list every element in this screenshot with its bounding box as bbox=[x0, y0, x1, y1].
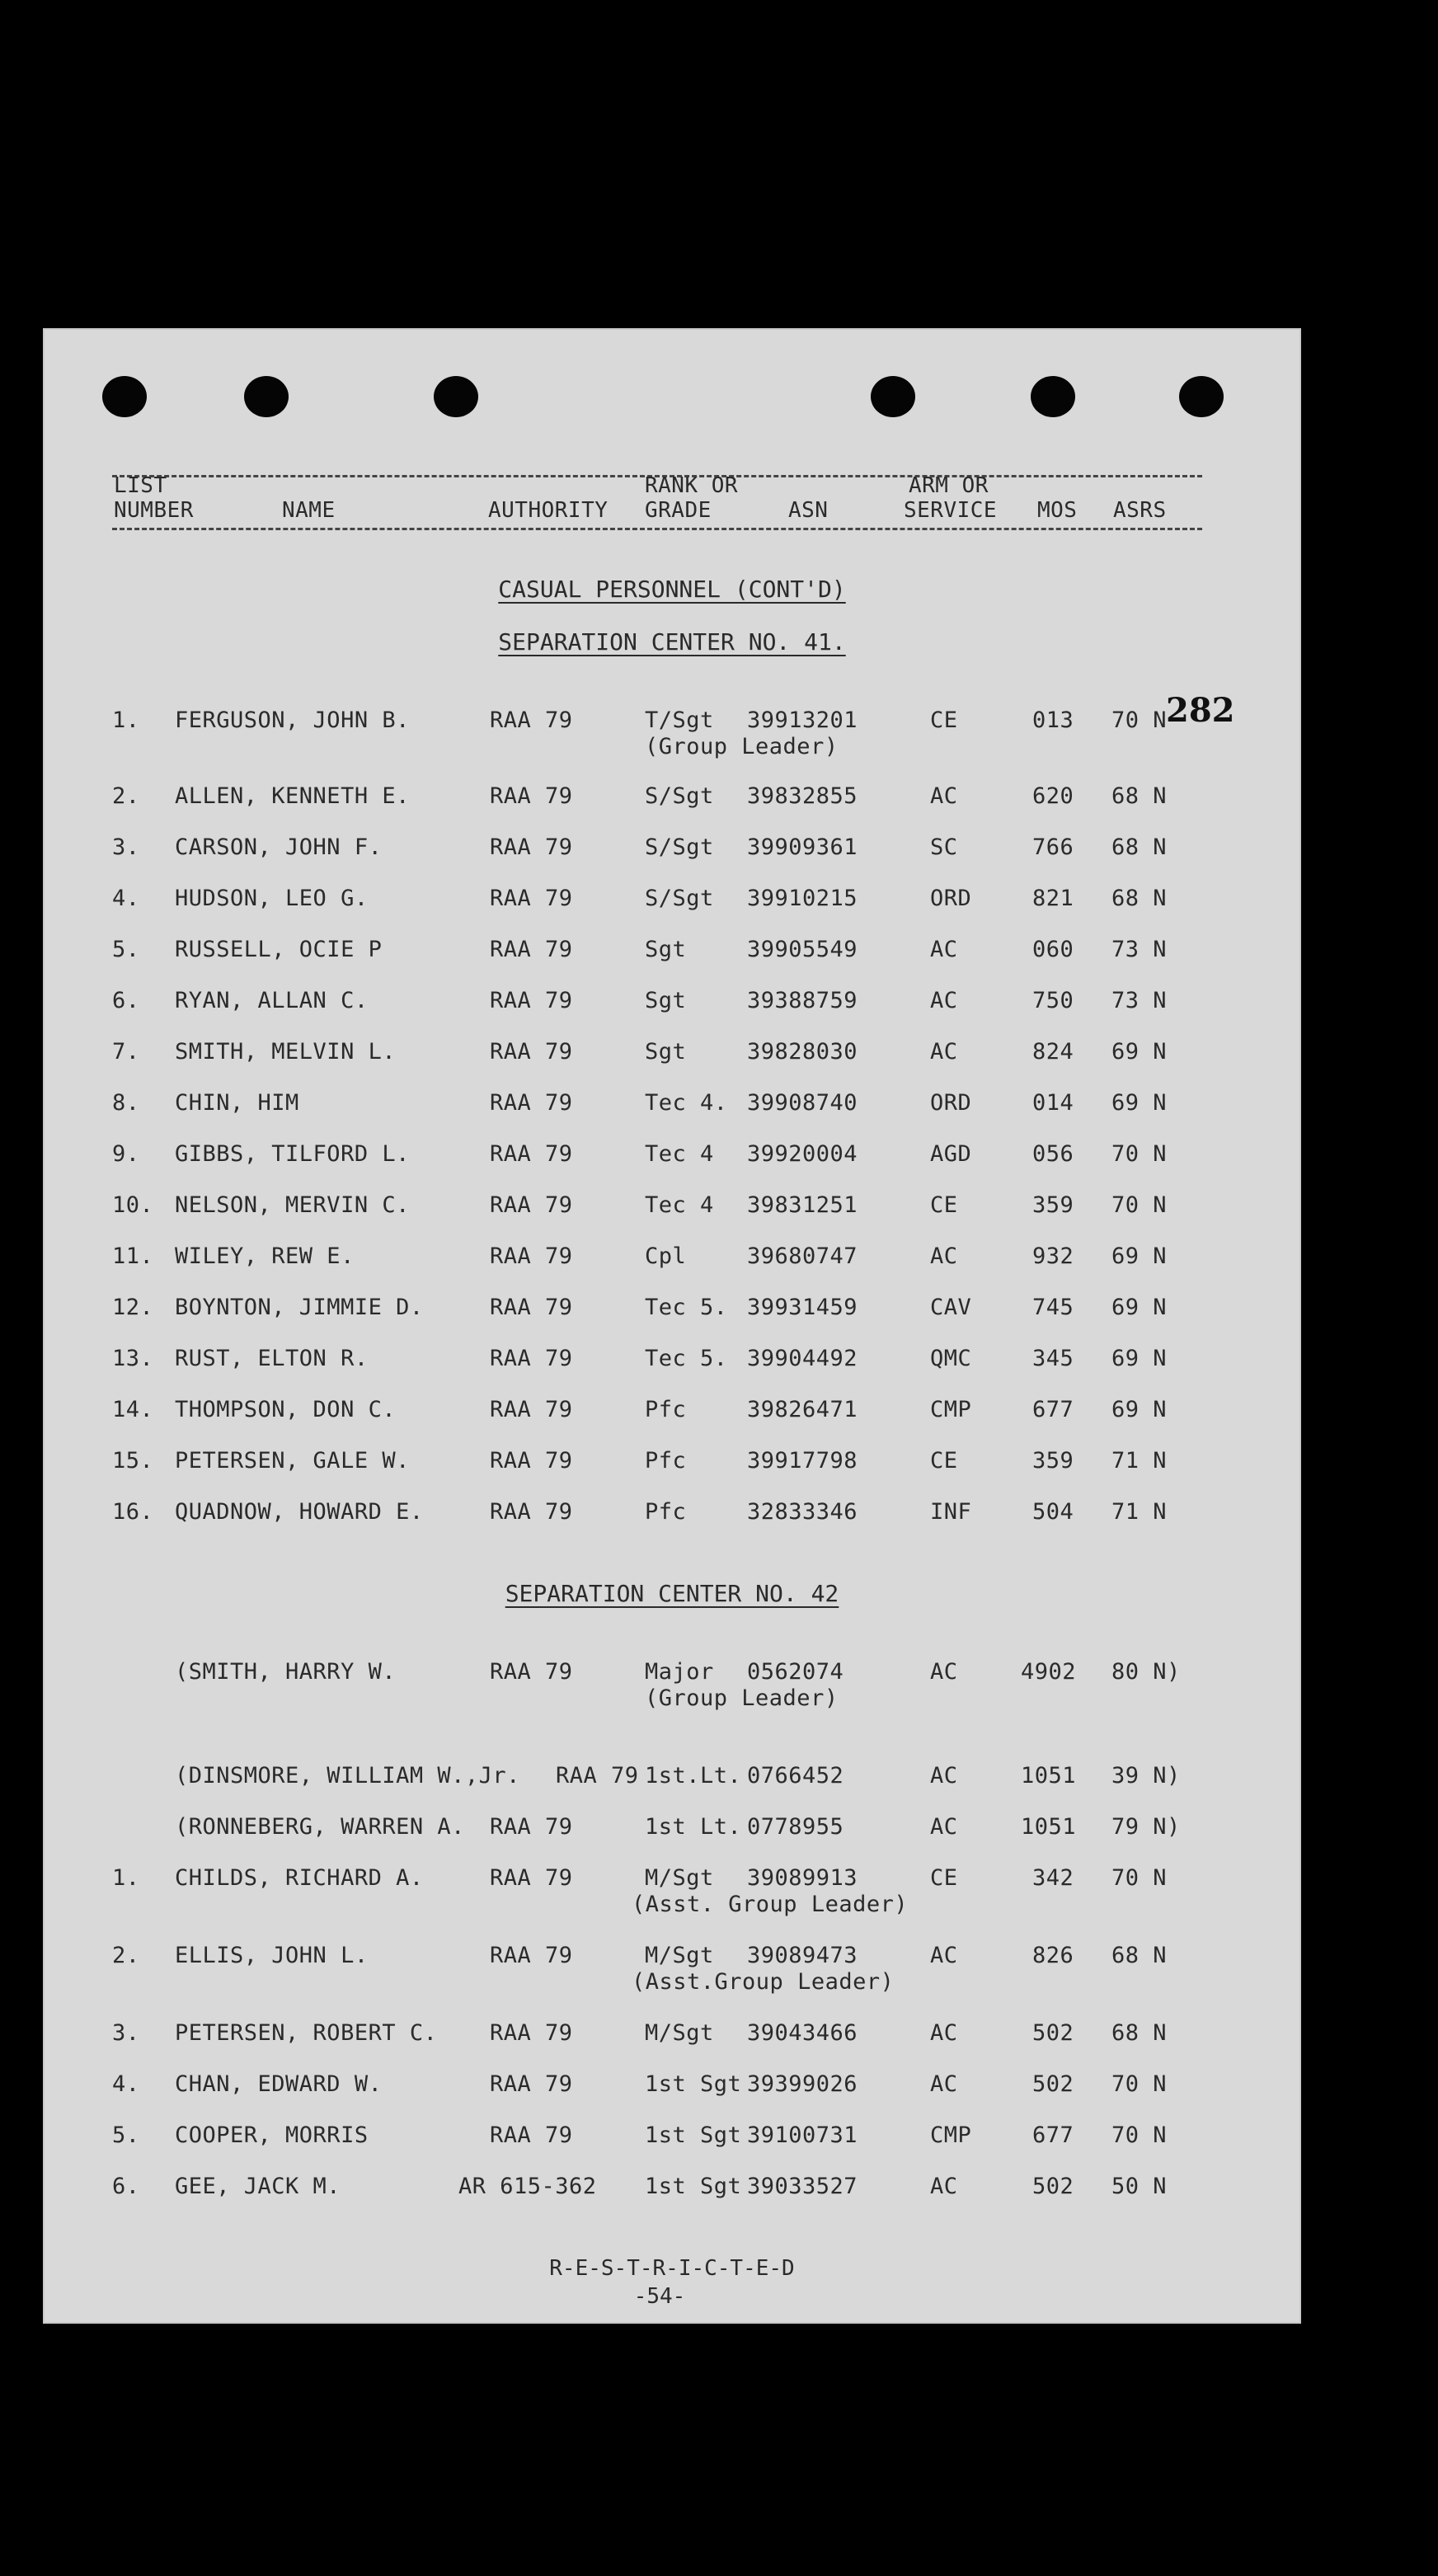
header-list-number: LIST bbox=[114, 473, 167, 498]
cell-asn: 39828030 bbox=[747, 1039, 858, 1065]
cell-asn: 39909361 bbox=[747, 834, 858, 860]
cell-name: CARSON, JOHN F. bbox=[175, 834, 383, 860]
cell-asrs: 70 N bbox=[1111, 1865, 1168, 1891]
punch-hole bbox=[244, 376, 289, 417]
cell-auth: RAA 79 bbox=[490, 1397, 573, 1422]
cell-arm: AC bbox=[930, 783, 958, 809]
cell-mos: 502 bbox=[1032, 2020, 1074, 2046]
cell-auth: RAA 79 bbox=[490, 1943, 573, 1968]
cell-arm: AC bbox=[930, 2020, 958, 2046]
cell-rank: M/Sgt bbox=[645, 2020, 714, 2046]
cell-arm: AC bbox=[930, 1659, 958, 1685]
cell-asn: 39680747 bbox=[747, 1243, 858, 1269]
page-number: -54- bbox=[633, 2284, 686, 2309]
header-authority: AUTHORITY bbox=[488, 498, 609, 523]
cell-asrs: 68 N bbox=[1111, 783, 1168, 809]
cell-rank: S/Sgt bbox=[645, 886, 714, 911]
cell-arm: AGD bbox=[930, 1141, 972, 1167]
cell-name: (SMITH, HARRY W. bbox=[175, 1659, 397, 1685]
cell-auth: RAA 79 bbox=[490, 1192, 573, 1218]
cell-num: 3. bbox=[112, 834, 140, 860]
cell-mos: 060 bbox=[1032, 937, 1074, 962]
header-name: NAME bbox=[282, 498, 336, 523]
cell-name: COOPER, MORRIS bbox=[175, 2122, 369, 2148]
cell-rank: Tec 5. bbox=[645, 1346, 728, 1371]
cell-rank: 1st Sgt bbox=[645, 2174, 742, 2199]
cell-rank: 1st.Lt. bbox=[645, 1763, 742, 1789]
cell-arm: CE bbox=[930, 1865, 958, 1891]
cell-mos: 345 bbox=[1032, 1346, 1074, 1371]
cell-mos: 342 bbox=[1032, 1865, 1074, 1891]
cell-mos: 1051 bbox=[1021, 1814, 1077, 1840]
cell-asrs: 70 N bbox=[1111, 2122, 1168, 2148]
cell-auth: RAA 79 bbox=[490, 1448, 573, 1474]
cell-asrs: 68 N bbox=[1111, 834, 1168, 860]
cell-auth: RAA 79 bbox=[490, 2020, 573, 2046]
cell-asrs: 69 N bbox=[1111, 1039, 1168, 1065]
cell-rank: Pfc bbox=[645, 1397, 687, 1422]
header-arm: ARM OR bbox=[909, 473, 989, 498]
cell-mos: 824 bbox=[1032, 1039, 1074, 1065]
cell-mos: 359 bbox=[1032, 1448, 1074, 1474]
section-title: CASUAL PERSONNEL (CONT'D) bbox=[498, 576, 846, 603]
cell-rank: Sgt bbox=[645, 937, 687, 962]
cell-name: CHAN, EDWARD W. bbox=[175, 2071, 383, 2097]
cell-asrs: 69 N bbox=[1111, 1243, 1168, 1269]
cell-name: (RONNEBERG, WARREN A. bbox=[175, 1814, 465, 1840]
cell-name: GIBBS, TILFORD L. bbox=[175, 1141, 410, 1167]
separation-center-title: SEPARATION CENTER NO. 41. bbox=[498, 628, 846, 656]
cell-auth: RAA 79 bbox=[490, 1865, 573, 1891]
cell-name: RUSSELL, OCIE P bbox=[175, 937, 383, 962]
cell-mos: 826 bbox=[1032, 1943, 1074, 1968]
cell-rank: T/Sgt bbox=[645, 707, 714, 733]
cell-num: 2. bbox=[112, 783, 140, 809]
cell-asn: 0778955 bbox=[747, 1814, 844, 1840]
cell-num: 10. bbox=[112, 1192, 154, 1218]
cell-mos: 502 bbox=[1032, 2174, 1074, 2199]
cell-asn: 39904492 bbox=[747, 1346, 858, 1371]
cell-rank: 1st Lt. bbox=[645, 1814, 742, 1840]
cell-mos: 750 bbox=[1032, 988, 1074, 1013]
cell-mos: 766 bbox=[1032, 834, 1074, 860]
cell-mos: 620 bbox=[1032, 783, 1074, 809]
cell-arm: CMP bbox=[930, 1397, 972, 1422]
cell-rank: Tec 5. bbox=[645, 1295, 728, 1320]
cell-rank: 1st Sgt bbox=[645, 2122, 742, 2148]
cell-asrs: 70 N bbox=[1111, 1141, 1168, 1167]
cell-arm: AC bbox=[930, 988, 958, 1013]
cell-rank: Sgt bbox=[645, 1039, 687, 1065]
cell-asrs: 69 N bbox=[1111, 1397, 1168, 1422]
cell-arm: AC bbox=[930, 1243, 958, 1269]
cell-auth: RAA 79 bbox=[490, 1141, 573, 1167]
cell-auth: RAA 79 bbox=[490, 886, 573, 911]
cell-rank: Tec 4 bbox=[645, 1192, 714, 1218]
cell-name: SMITH, MELVIN L. bbox=[175, 1039, 397, 1065]
cell-asrs: 71 N bbox=[1111, 1448, 1168, 1474]
page-stamp-number: 282 bbox=[1166, 691, 1235, 730]
cell-num: 6. bbox=[112, 988, 140, 1013]
cell-rank: 1st Sgt bbox=[645, 2071, 742, 2097]
cell-asrs: 71 N bbox=[1111, 1499, 1168, 1525]
cell-num: 1. bbox=[112, 1865, 140, 1891]
cell-num: 5. bbox=[112, 2122, 140, 2148]
cell-auth: RAA 79 bbox=[556, 1763, 639, 1789]
cell-name: PETERSEN, GALE W. bbox=[175, 1448, 410, 1474]
cell-auth: RAA 79 bbox=[490, 2122, 573, 2148]
cell-arm: ORD bbox=[930, 886, 972, 911]
cell-asn: 39931459 bbox=[747, 1295, 858, 1320]
cell-rank: Pfc bbox=[645, 1448, 687, 1474]
cell-auth: RAA 79 bbox=[490, 1039, 573, 1065]
cell-arm: AC bbox=[930, 2071, 958, 2097]
cell-auth: RAA 79 bbox=[490, 1346, 573, 1371]
cell-asn: 39910215 bbox=[747, 886, 858, 911]
cell-num: 13. bbox=[112, 1346, 154, 1371]
cell-asn: 0562074 bbox=[747, 1659, 844, 1685]
cell-rank: Pfc bbox=[645, 1499, 687, 1525]
restricted-marking: R-E-S-T-R-I-C-T-E-D bbox=[549, 2256, 795, 2281]
cell-asn: 39089473 bbox=[747, 1943, 858, 1968]
cell-num: 8. bbox=[112, 1090, 140, 1116]
cell-mos: 745 bbox=[1032, 1295, 1074, 1320]
cell-num: 3. bbox=[112, 2020, 140, 2046]
cell-auth: RAA 79 bbox=[490, 937, 573, 962]
cell-mos: 677 bbox=[1032, 2122, 1074, 2148]
cell-name: THOMPSON, DON C. bbox=[175, 1397, 397, 1422]
cell-auth: RAA 79 bbox=[490, 1295, 573, 1320]
cell-arm: ORD bbox=[930, 1090, 972, 1116]
cell-arm: QMC bbox=[930, 1346, 972, 1371]
cell-num: 2. bbox=[112, 1943, 140, 1968]
header-list-number: NUMBER bbox=[114, 498, 194, 523]
cell-arm: AC bbox=[930, 937, 958, 962]
cell-asn: 39917798 bbox=[747, 1448, 858, 1474]
cell-name: (DINSMORE, WILLIAM W.,Jr. bbox=[175, 1763, 520, 1789]
cell-auth: RAA 79 bbox=[490, 783, 573, 809]
header-arm: SERVICE bbox=[904, 498, 998, 523]
cell-rank: S/Sgt bbox=[645, 834, 714, 860]
cell-rank: M/Sgt bbox=[645, 1865, 714, 1891]
cell-rank: M/Sgt bbox=[645, 1943, 714, 1968]
cell-num: 12. bbox=[112, 1295, 154, 1320]
cell-asn: 0766452 bbox=[747, 1763, 844, 1789]
document-page bbox=[43, 328, 1301, 2324]
cell-rank: Cpl bbox=[645, 1243, 687, 1269]
cell-arm: AC bbox=[930, 2174, 958, 2199]
cell-note: (Asst. Group Leader) bbox=[632, 1892, 909, 1917]
punch-hole bbox=[102, 376, 147, 417]
cell-mos: 502 bbox=[1032, 2071, 1074, 2097]
cell-asn: 39920004 bbox=[747, 1141, 858, 1167]
cell-asn: 39831251 bbox=[747, 1192, 858, 1218]
cell-auth: RAA 79 bbox=[490, 1243, 573, 1269]
cell-asrs: 69 N bbox=[1111, 1090, 1168, 1116]
cell-note: (Group Leader) bbox=[645, 1685, 839, 1711]
cell-asn: 39913201 bbox=[747, 707, 858, 733]
cell-asrs: 68 N bbox=[1111, 1943, 1168, 1968]
cell-auth: RAA 79 bbox=[490, 1499, 573, 1525]
cell-num: 16. bbox=[112, 1499, 154, 1525]
cell-asrs: 50 N bbox=[1111, 2174, 1168, 2199]
cell-mos: 677 bbox=[1032, 1397, 1074, 1422]
cell-auth: RAA 79 bbox=[490, 1090, 573, 1116]
header-asrs: ASRS bbox=[1113, 498, 1167, 523]
punch-hole bbox=[871, 376, 915, 417]
header-mos: MOS bbox=[1037, 498, 1078, 523]
cell-num: 6. bbox=[112, 2174, 140, 2199]
cell-mos: 1051 bbox=[1021, 1763, 1077, 1789]
cell-arm: AC bbox=[930, 1763, 958, 1789]
cell-mos: 932 bbox=[1032, 1243, 1074, 1269]
cell-name: RYAN, ALLAN C. bbox=[175, 988, 369, 1013]
cell-name: WILEY, REW E. bbox=[175, 1243, 355, 1269]
cell-rank: Sgt bbox=[645, 988, 687, 1013]
cell-asrs: 70 N bbox=[1111, 2071, 1168, 2097]
cell-num: 11. bbox=[112, 1243, 154, 1269]
cell-mos: 013 bbox=[1032, 707, 1074, 733]
cell-auth: RAA 79 bbox=[490, 1659, 573, 1685]
cell-auth: RAA 79 bbox=[490, 2071, 573, 2097]
cell-asrs: 68 N bbox=[1111, 886, 1168, 911]
cell-name: FERGUSON, JOHN B. bbox=[175, 707, 410, 733]
cell-asn: 39832855 bbox=[747, 783, 858, 809]
cell-mos: 359 bbox=[1032, 1192, 1074, 1218]
cell-asn: 39089913 bbox=[747, 1865, 858, 1891]
cell-num: 4. bbox=[112, 886, 140, 911]
cell-arm: CE bbox=[930, 1192, 958, 1218]
cell-mos: 504 bbox=[1032, 1499, 1074, 1525]
cell-asn: 39826471 bbox=[747, 1397, 858, 1422]
cell-arm: INF bbox=[930, 1499, 972, 1525]
cell-arm: SC bbox=[930, 834, 958, 860]
punch-hole bbox=[1031, 376, 1075, 417]
cell-asn: 39043466 bbox=[747, 2020, 858, 2046]
cell-name: HUDSON, LEO G. bbox=[175, 886, 369, 911]
cell-name: CHIN, HIM bbox=[175, 1090, 299, 1116]
cell-auth: RAA 79 bbox=[490, 1814, 573, 1840]
cell-num: 4. bbox=[112, 2071, 140, 2097]
cell-auth: RAA 79 bbox=[490, 988, 573, 1013]
cell-arm: AC bbox=[930, 1814, 958, 1840]
cell-asn: 39908740 bbox=[747, 1090, 858, 1116]
cell-rank: Major bbox=[645, 1659, 714, 1685]
cell-name: RUST, ELTON R. bbox=[175, 1346, 369, 1371]
cell-asn: 39905549 bbox=[747, 937, 858, 962]
cell-name: NELSON, MERVIN C. bbox=[175, 1192, 410, 1218]
header-rank: GRADE bbox=[645, 498, 712, 523]
punch-hole bbox=[434, 376, 478, 417]
cell-name: CHILDS, RICHARD A. bbox=[175, 1865, 424, 1891]
cell-asrs: 39 N) bbox=[1111, 1763, 1181, 1789]
cell-name: ELLIS, JOHN L. bbox=[175, 1943, 369, 1968]
cell-arm: CAV bbox=[930, 1295, 972, 1320]
cell-num: 15. bbox=[112, 1448, 154, 1474]
cell-asrs: 69 N bbox=[1111, 1295, 1168, 1320]
header-rule-bottom bbox=[112, 528, 1202, 530]
separation-center-title: SEPARATION CENTER NO. 42 bbox=[505, 1580, 839, 1607]
cell-mos: 821 bbox=[1032, 886, 1074, 911]
cell-num: 5. bbox=[112, 937, 140, 962]
cell-asn: 39100731 bbox=[747, 2122, 858, 2148]
cell-asrs: 69 N bbox=[1111, 1346, 1168, 1371]
cell-auth: RAA 79 bbox=[490, 707, 573, 733]
cell-name: QUADNOW, HOWARD E. bbox=[175, 1499, 424, 1525]
cell-name: GEE, JACK M. bbox=[175, 2174, 341, 2199]
cell-rank: Tec 4 bbox=[645, 1141, 714, 1167]
cell-arm: CE bbox=[930, 1448, 958, 1474]
cell-asrs: 80 N) bbox=[1111, 1659, 1181, 1685]
cell-asn: 39033527 bbox=[747, 2174, 858, 2199]
cell-asn: 39388759 bbox=[747, 988, 858, 1013]
cell-name: PETERSEN, ROBERT C. bbox=[175, 2020, 438, 2046]
cell-arm: AC bbox=[930, 1943, 958, 1968]
cell-rank: Tec 4. bbox=[645, 1090, 728, 1116]
cell-arm: AC bbox=[930, 1039, 958, 1065]
cell-asrs: 79 N) bbox=[1111, 1814, 1181, 1840]
cell-name: ALLEN, KENNETH E. bbox=[175, 783, 410, 809]
cell-asrs: 70 N bbox=[1111, 1192, 1168, 1218]
cell-arm: CE bbox=[930, 707, 958, 733]
cell-arm: CMP bbox=[930, 2122, 972, 2148]
cell-name: BOYNTON, JIMMIE D. bbox=[175, 1295, 424, 1320]
cell-asrs: 68 N bbox=[1111, 2020, 1168, 2046]
cell-auth: AR 615-362 bbox=[458, 2174, 597, 2199]
cell-mos: 056 bbox=[1032, 1141, 1074, 1167]
cell-asrs: 73 N bbox=[1111, 937, 1168, 962]
cell-num: 9. bbox=[112, 1141, 140, 1167]
punch-hole bbox=[1179, 376, 1224, 417]
header-asn: ASN bbox=[788, 498, 829, 523]
cell-rank: S/Sgt bbox=[645, 783, 714, 809]
cell-num: 1. bbox=[112, 707, 140, 733]
cell-num: 14. bbox=[112, 1397, 154, 1422]
cell-note: (Group Leader) bbox=[645, 734, 839, 759]
cell-asrs: 70 N bbox=[1111, 707, 1168, 733]
cell-auth: RAA 79 bbox=[490, 834, 573, 860]
cell-mos: 4902 bbox=[1021, 1659, 1077, 1685]
cell-mos: 014 bbox=[1032, 1090, 1074, 1116]
cell-asrs: 73 N bbox=[1111, 988, 1168, 1013]
cell-num: 7. bbox=[112, 1039, 140, 1065]
header-rank: RANK OR bbox=[645, 473, 739, 498]
cell-asn: 39399026 bbox=[747, 2071, 858, 2097]
cell-note: (Asst.Group Leader) bbox=[632, 1969, 895, 1995]
cell-asn: 32833346 bbox=[747, 1499, 858, 1525]
